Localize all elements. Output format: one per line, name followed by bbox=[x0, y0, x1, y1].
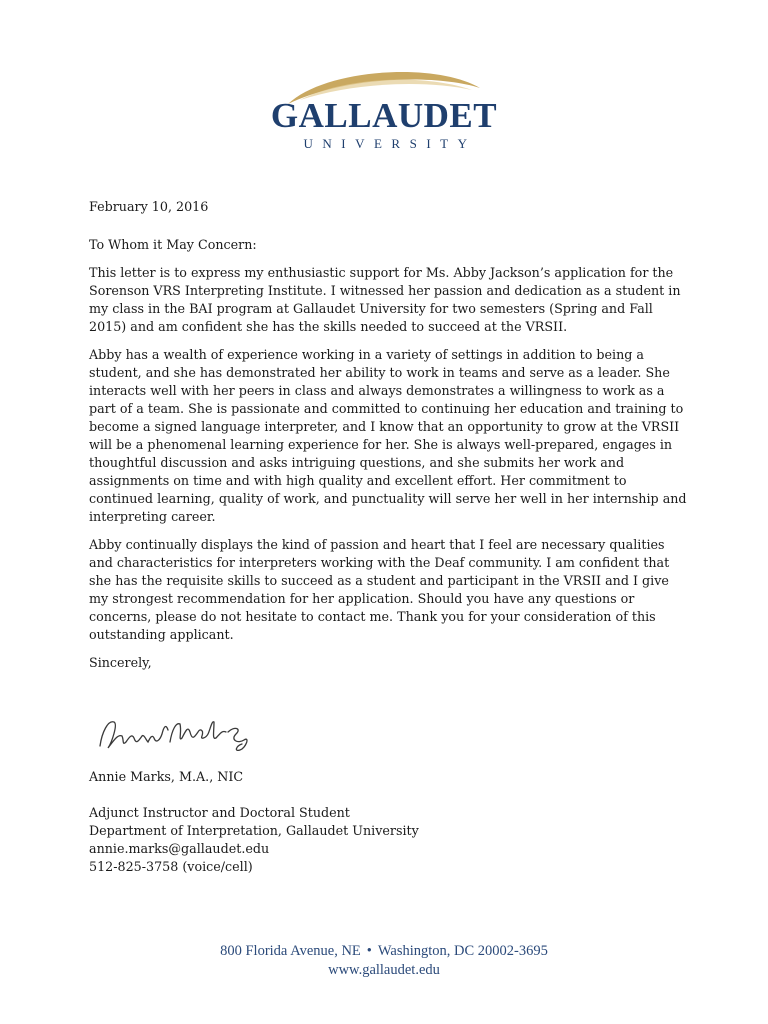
salutation: To Whom it May Concern: bbox=[89, 237, 257, 252]
paragraph: Abby continually displays the kind of passion and heart that I feel are necessary qualities and characteristics for interpreters working with the Deaf community. I am confident that she has the requisite skills to succeed as a student and participant in the VRSII and I give my strongest recommendation for her application. Should you have any questions or concerns, please do not hesitate to contact me. Thank you for your consideration of this outstanding applicant. bbox=[89, 537, 670, 642]
paragraph: Abby has a wealth of experience working in a variety of settings in addition to being a student, and she has demonstrated her ability to work in teams and serve as a leader. She interacts well with her peers in class and always demonstrates a willingness to work as a part of a team. She is passionate and committed to continuing her education and training to become a signed language interpreter, and I know that an opportunity to grow at the VRSII will be a phenomenal learning experience for her. She is always well-prepared, engages in thoughtful discussion and asks intriguing questions, and she submits her work and assignments on time and with high quality and excellent effort. Her commitment to continued learning, quality of work, and punctuality will serve her well in her internship and interpreting career. bbox=[89, 347, 687, 524]
closing: Sincerely, bbox=[89, 655, 152, 670]
letter-body bbox=[89, 198, 689, 682]
signer-email[interactable]: annie.marks@gallaudet.edu bbox=[89, 841, 270, 856]
signer-phone: 512-825-3758 (voice/cell) bbox=[89, 859, 253, 874]
footer bbox=[0, 942, 768, 980]
footer-city: Washington, DC 20002-3695 bbox=[377, 943, 548, 959]
logo-wordmark: GALLAUDET bbox=[270, 96, 498, 135]
signer-block bbox=[89, 768, 689, 876]
spacer bbox=[89, 786, 689, 804]
letterhead bbox=[0, 60, 768, 160]
signer-department: Department of Interpretation, Gallaudet University bbox=[89, 823, 419, 838]
footer-address bbox=[0, 942, 768, 961]
handwritten-signature bbox=[96, 712, 256, 756]
signer-title: Adjunct Instructor and Doctoral Student bbox=[89, 805, 350, 820]
signer-name: Annie Marks, M.A., NIC bbox=[89, 769, 244, 784]
paragraph: This letter is to express my enthusiastic support for Ms. Abby Jackson’s application for the Sorenson VRS Interpreting Institute. I witnessed her passion and dedication as a student in my class in the BAI program at Gallaudet University for two semesters (Spring and Fall 2015) and am confident she has the skills needed to succeed at the VRSII. bbox=[89, 265, 681, 334]
letter-date: February 10, 2016 bbox=[89, 199, 209, 214]
logo-subtitle: UNIVERSITY bbox=[303, 136, 477, 151]
footer-bullet: • bbox=[366, 943, 372, 959]
footer-street: 800 Florida Avenue, NE bbox=[220, 943, 361, 959]
footer-website[interactable]: www.gallaudet.edu bbox=[328, 962, 440, 978]
